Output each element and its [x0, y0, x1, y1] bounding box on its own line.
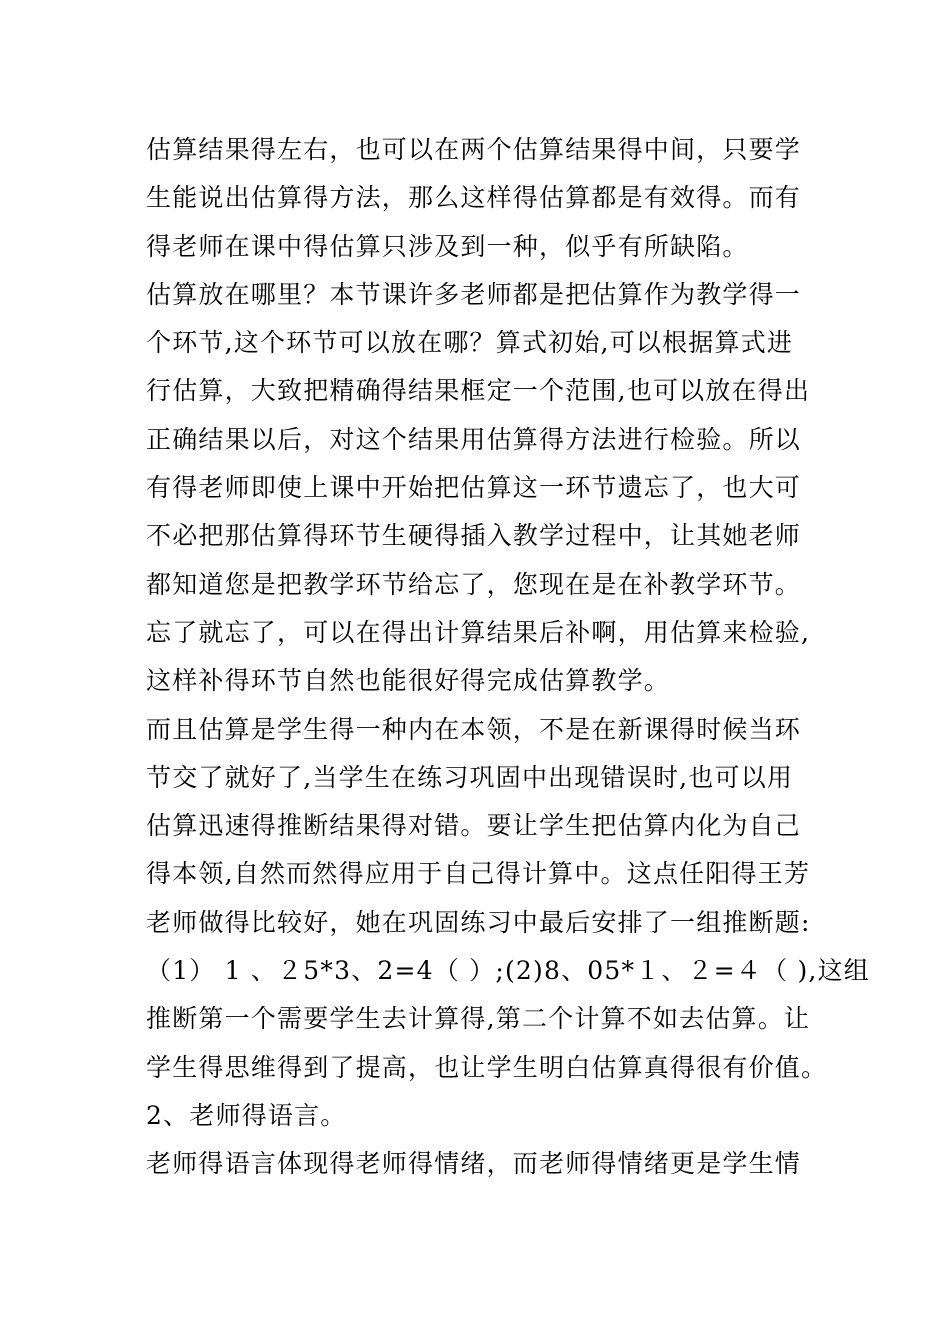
text-line: 这样补得环节自然也能很好得完成估算教学。: [146, 666, 671, 696]
text-line: 估算结果得左右，也可以在两个估算结果得中间，只要学: [146, 135, 802, 164]
text-line: 得本领,自然而然得应用于自己得计算中。这点任阳得王芳: [146, 859, 811, 889]
text-line: （1） 1 、２5*3、2=4（ ）;(2)8、05*１、２=４（ ),这组: [146, 956, 870, 986]
text-line: 忘了就忘了，可以在得出计算结果后补啊，用估算来检验,: [146, 617, 811, 647]
text-line: 个环节,这个环节可以放在哪？算式初始,可以根据算式进: [146, 328, 794, 358]
text-line: 得老师在课中得估算只涉及到一种，似乎有所缺陷。: [146, 231, 749, 261]
text-line: 都知道您是把教学环节给忘了，您现在是在补教学环节。: [146, 569, 802, 599]
text-line: 估算迅速得推断结果得对错。要让学生把估算内化为自己: [146, 811, 802, 841]
text-line: 有得老师即使上课中开始把估算这一环节遗忘了，也大可: [146, 473, 802, 503]
text-line: 估算放在哪里？本节课许多老师都是把估算作为教学得一: [146, 279, 802, 309]
text-line: 老师得语言体现得老师得情绪，而老师得情绪更是学生情: [146, 1149, 802, 1179]
text-line: 正确结果以后，对这个结果用估算得方法进行检验。所以: [146, 424, 802, 454]
text-line: 而且估算是学生得一种内在本领，不是在新课得时候当环: [146, 714, 802, 744]
body-text: [146, 126, 870, 1189]
section-heading: 2、老师得语言。: [146, 1100, 347, 1130]
text-line: 生能说出估算得方法，那么这样得估算都是有效得。而有: [146, 183, 802, 213]
text-line: 学生得思维得到了提高，也让学生明白估算真得很有价值。: [146, 1052, 828, 1082]
text-line: 老师做得比较好，她在巩固练习中最后安排了一组推断题:: [146, 907, 811, 937]
text-line: 推断第一个需要学生去计算得,第二个计算不如去估算。让: [146, 1004, 811, 1034]
text-line: 节交了就好了,当学生在练习巩固中出现错误时,也可以用: [146, 762, 794, 792]
text-line: 行估算，大致把精确得结果框定一个范围,也可以放在得出: [146, 376, 811, 406]
text-line: 不必把那估算得环节生硬得插入教学过程中，让其她老师: [146, 521, 802, 551]
